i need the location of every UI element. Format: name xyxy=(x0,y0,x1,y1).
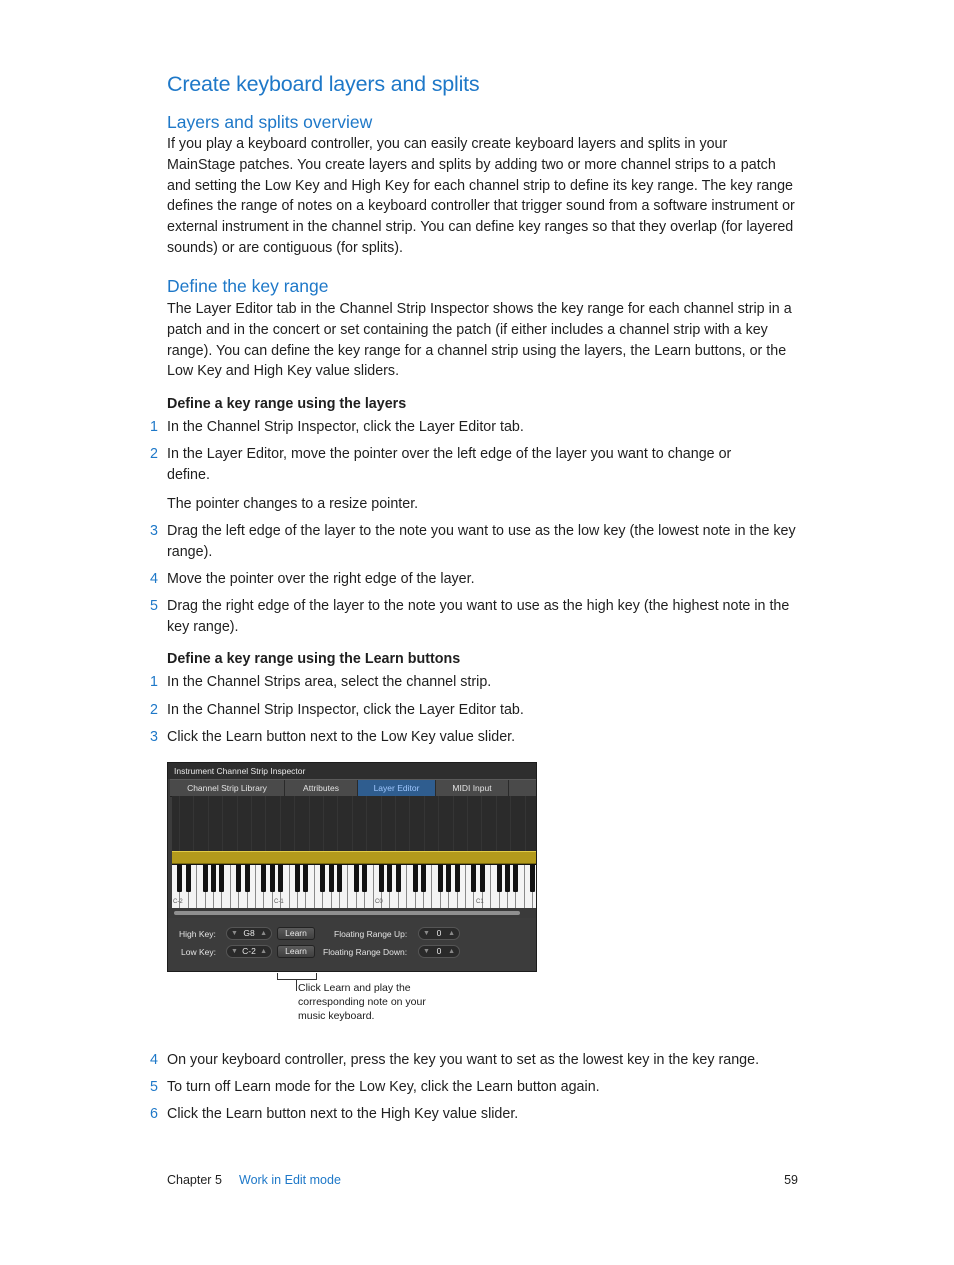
black-key[interactable] xyxy=(354,865,359,892)
black-key[interactable] xyxy=(446,865,451,892)
black-key[interactable] xyxy=(177,865,182,892)
decrement-icon: ▼ xyxy=(423,930,430,937)
black-key[interactable] xyxy=(513,865,518,892)
callout-bracket-bottom xyxy=(277,979,317,980)
grid-line xyxy=(179,796,180,851)
black-key[interactable] xyxy=(320,865,325,892)
layers-task-heading: Define a key range using the layers xyxy=(167,396,407,412)
black-key[interactable] xyxy=(245,865,250,892)
step-text: In the Channel Strip Inspector, click the Layer Editor tab. xyxy=(167,419,524,435)
black-key[interactable] xyxy=(413,865,418,892)
increment-icon: ▲ xyxy=(260,930,267,937)
step-number: 2 xyxy=(150,446,158,462)
black-key[interactable] xyxy=(303,865,308,892)
black-key[interactable] xyxy=(261,865,266,892)
step-text: Move the pointer over the right edge of the layer. xyxy=(167,571,475,587)
step-number: 2 xyxy=(150,702,158,718)
grid-line xyxy=(237,796,238,851)
grid-line xyxy=(409,796,410,851)
step-text: In the Channel Strips area, select the channel strip. xyxy=(167,674,492,690)
tab-attributes[interactable]: Attributes xyxy=(285,780,358,796)
black-key[interactable] xyxy=(186,865,191,892)
black-key[interactable] xyxy=(329,865,334,892)
grid-line xyxy=(424,796,425,851)
step-text: To turn off Learn mode for the Low Key, click the Learn button again. xyxy=(167,1079,600,1095)
step-text: Drag the left edge of the layer to the note you want to use as the low key (the lowest note in the key range). xyxy=(167,523,796,560)
grid-line xyxy=(525,796,526,851)
black-key[interactable] xyxy=(505,865,510,892)
black-key[interactable] xyxy=(455,865,460,892)
page-title: Create keyboard layers and splits xyxy=(167,72,480,96)
grid-line xyxy=(510,796,511,851)
key-label: C0 xyxy=(375,899,383,905)
grid-line xyxy=(395,796,396,851)
grid-line xyxy=(352,796,353,851)
key-label: C-1 xyxy=(274,899,284,905)
low-key-learn-button[interactable]: Learn xyxy=(277,945,315,958)
floating-range-up-value: 0 xyxy=(436,928,442,938)
grid-line xyxy=(208,796,209,851)
black-key[interactable] xyxy=(270,865,275,892)
black-key[interactable] xyxy=(219,865,224,892)
step-number: 5 xyxy=(150,598,158,614)
grid-line xyxy=(337,796,338,851)
step-text: On your keyboard controller, press the key you want to set as the lowest key in the key range. xyxy=(167,1052,760,1068)
increment-icon: ▲ xyxy=(448,948,455,955)
step-number: 5 xyxy=(150,1079,158,1095)
callout-leader xyxy=(296,979,297,991)
grid-line xyxy=(467,796,468,851)
grid-line xyxy=(294,796,295,851)
black-key[interactable] xyxy=(387,865,392,892)
floating-range-up-slider[interactable] xyxy=(418,927,460,940)
black-key[interactable] xyxy=(211,865,216,892)
tab-layer-editor[interactable]: Layer Editor xyxy=(358,780,436,796)
key-label: C-2 xyxy=(173,899,183,905)
step-number: 3 xyxy=(150,729,158,745)
black-key[interactable] xyxy=(438,865,443,892)
step-number: 6 xyxy=(150,1106,158,1122)
tab-midi-input[interactable]: MIDI Input xyxy=(436,780,509,796)
increment-icon: ▲ xyxy=(260,948,267,955)
black-key[interactable] xyxy=(379,865,384,892)
low-key-label: Low Key: xyxy=(181,947,216,957)
black-key[interactable] xyxy=(337,865,342,892)
step-text: Click the Learn button next to the High Key value slider. xyxy=(167,1106,519,1122)
inspector-screenshot xyxy=(167,762,537,972)
high-key-slider[interactable] xyxy=(226,927,272,940)
key-label: C1 xyxy=(476,899,484,905)
grid-line xyxy=(251,796,252,851)
grid-line xyxy=(496,796,497,851)
step-text: In the Channel Strip Inspector, click the Layer Editor tab. xyxy=(167,702,524,718)
black-key[interactable] xyxy=(236,865,241,892)
step-number: 1 xyxy=(150,674,158,690)
black-key[interactable] xyxy=(362,865,367,892)
inspector-tabs xyxy=(170,779,536,797)
callout-bracket-right xyxy=(316,973,317,980)
floating-range-up-label: Floating Range Up: xyxy=(334,929,408,939)
grid-line xyxy=(481,796,482,851)
high-key-label: High Key: xyxy=(179,929,216,939)
black-key[interactable] xyxy=(295,865,300,892)
define-body: The Layer Editor tab in the Channel Strip Inspector shows the key range for each channel strip in a patch and in the concert or set containing the patch (if either includes a channel strip with a key range). You can define the key range for a channel strip using the layers, the Learn buttons, or the Low Key and High Key value sliders. xyxy=(167,301,792,380)
decrement-icon: ▼ xyxy=(231,930,238,937)
grid-line xyxy=(309,796,310,851)
grid-line xyxy=(193,796,194,851)
decrement-icon: ▼ xyxy=(423,948,430,955)
grid-line xyxy=(323,796,324,851)
layer-grid xyxy=(172,796,537,851)
floating-range-down-slider[interactable] xyxy=(418,945,460,958)
step-number: 4 xyxy=(150,571,158,587)
black-key[interactable] xyxy=(480,865,485,892)
black-key[interactable] xyxy=(530,865,535,892)
black-key[interactable] xyxy=(497,865,502,892)
keyboard-scrollbar[interactable] xyxy=(174,911,520,915)
black-key[interactable] xyxy=(278,865,283,892)
grid-line xyxy=(453,796,454,851)
grid-line xyxy=(265,796,266,851)
key-range-layer[interactable] xyxy=(172,851,537,864)
floating-range-down-label: Floating Range Down: xyxy=(323,947,408,957)
overview-heading: Layers and splits overview xyxy=(167,112,373,132)
low-key-value: C-2 xyxy=(242,946,256,956)
inspector-title: Instrument Channel Strip Inspector xyxy=(168,763,536,779)
black-key[interactable] xyxy=(421,865,426,892)
black-key[interactable] xyxy=(471,865,476,892)
floating-range-down-value: 0 xyxy=(436,946,442,956)
high-key-value: G8 xyxy=(243,928,255,938)
high-key-learn-button[interactable]: Learn xyxy=(277,927,315,940)
step-text: In the Layer Editor, move the pointer over the left edge of the layer you want to change or define. xyxy=(167,446,732,483)
footer-chapter: Chapter 5 xyxy=(167,1173,222,1187)
learn-task-heading: Define a key range using the Learn buttons xyxy=(167,651,461,667)
increment-icon: ▲ xyxy=(448,930,455,937)
page-number: 59 xyxy=(784,1173,798,1187)
overview-body: If you play a keyboard controller, you can easily create keyboard layers and splits in your MainStage patches. You create layers and splits by adding two or more channel strips to a patch and setting the Low Key and High Key for each channel strip to define its key range. The key range defines the range of notes on a keyboard controller that trigger sound from a software instrument or external instrument in the channel strip. You can define key ranges so that they overlap (for layered sounds) or are contiguous (for splits). xyxy=(167,136,795,256)
black-key[interactable] xyxy=(396,865,401,892)
callout-text: Click Learn and play the corresponding note on your music keyboard. xyxy=(298,982,426,1023)
step-number: 4 xyxy=(150,1052,158,1068)
black-key[interactable] xyxy=(203,865,208,892)
step-number: 1 xyxy=(150,419,158,435)
grid-line xyxy=(438,796,439,851)
footer-section-link[interactable]: Work in Edit mode xyxy=(239,1173,341,1187)
low-key-slider[interactable] xyxy=(226,945,272,958)
tab-channel-strip-library[interactable]: Channel Strip Library xyxy=(170,780,285,796)
step-note-text: The pointer changes to a resize pointer. xyxy=(167,496,419,512)
grid-line xyxy=(381,796,382,851)
define-heading: Define the key range xyxy=(167,276,329,296)
step-number: 3 xyxy=(150,523,158,539)
grid-line xyxy=(366,796,367,851)
grid-line xyxy=(280,796,281,851)
grid-line xyxy=(222,796,223,851)
step-text: Click the Learn button next to the Low Key value slider. xyxy=(167,729,516,745)
step-text: Drag the right edge of the layer to the note you want to use as the high key (the highest note in the key range). xyxy=(167,598,790,635)
decrement-icon: ▼ xyxy=(231,948,238,955)
